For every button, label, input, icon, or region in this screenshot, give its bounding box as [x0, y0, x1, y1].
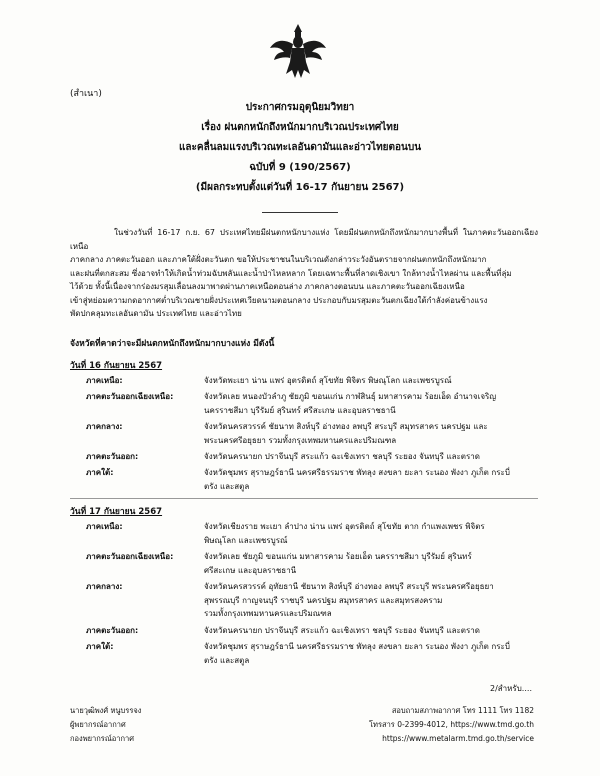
contact-block	[369, 704, 534, 746]
subject-line-1: เรื่อง ฝนตกหนักถึงหนักมากบริเวณประเทศไทย	[201, 122, 399, 133]
province-line: ศรีสะเกษ และอุบลราชธานี	[204, 565, 297, 575]
region-provinces	[204, 390, 544, 417]
intro-line: ไว้ด้วย ทั้งนี้เนื่องจากร่องมรสุมเลื่อนลงมาพาดผ่านภาคเหนือตอนล่าง ภาคกลางตอนบน และภาคตะวันออกเฉียงเหนือ	[70, 282, 465, 291]
title-separator	[262, 212, 338, 213]
province-line: จังหวัดชุมพร สุราษฎร์ธานี นครศรีธรรมราช พัทลุง สงขลา ยะลา ระนอง พังงา ภูเก็ต กระบี่	[204, 468, 510, 477]
signatory-division: กองพยากรณ์อากาศ	[70, 734, 135, 743]
region-label: ภาคเหนือ:	[86, 522, 123, 531]
intro-line: พัดปกคลุมทะเลอันดามัน ประเทศไทย และอ่าวไทย	[70, 309, 242, 318]
region-provinces	[204, 624, 544, 638]
contact-service-url: https://www.metalarm.tmd.go.th/service	[382, 734, 534, 743]
region-label: ภาคใต้:	[86, 642, 114, 651]
provinces-heading: จังหวัดที่คาดว่าจะมีฝนตกหนักถึงหนักมากบางแห่ง มีดังนี้	[70, 339, 275, 349]
intro-line: เข้าสู่หย่อมความกดอากาศต่ำบริเวณชายฝั่งประเทศเวียดนามตอนกลาง ประกอบกับมรสุมตะวันตกเฉียงใต้กำลังค่อนข้างแรง	[70, 295, 488, 305]
intro-line: ในช่วงวันที่ 16-17 ก.ย. 67 ประเทศไทยมีฝนตกหนักบางแห่ง โดยมีฝนตกหนักถึงหนักมากบางพื้นที่ ในภาคตะวันออกเฉียงเหนือ	[70, 228, 538, 251]
province-line: จังหวัดนครนายก ปราจีนบุรี สระแก้ว ฉะเชิงเทรา ชลบุรี ระยอง จันทบุรี และตราด	[204, 452, 480, 461]
region-label: ภาคเหนือ:	[86, 376, 123, 385]
page-continuation: 2/สำหรับ....	[490, 684, 532, 693]
intro-line: ภาคกลาง ภาคตะวันออก และภาคใต้ฝั่งตะวันตก ขอให้ประชาชนในบริเวณดังกล่าวระวังอันตรายจากฝนตกหนักถึงหนักมาก	[70, 255, 487, 264]
region-label: ภาคตะวันออก:	[86, 452, 139, 461]
garuda-emblem-icon	[268, 22, 328, 80]
region-label: ภาคกลาง:	[86, 422, 123, 431]
copy-mark: (สำเนา)	[70, 89, 102, 99]
signatory-name: นายวุฒิพงศ์ หนูบรรจง	[70, 706, 142, 715]
province-line: จังหวัดเลย หนองบัวลำภู ชัยภูมิ ขอนแก่น กาฬสินธุ์ มหาสารคาม ร้อยเอ็ด อำนาจเจริญ	[204, 392, 497, 401]
region-provinces	[204, 450, 544, 464]
region-provinces	[204, 466, 544, 493]
province-line: พระนครศรีอยุธยา รวมทั้งกรุงเทพมหานครและปริมณฑล	[204, 435, 397, 445]
intro-paragraph	[70, 226, 538, 321]
province-line: จังหวัดนครสวรรค์ ชัยนาท สิงห์บุรี อ่างทอง ลพบุรี สระบุรี สมุทรสาคร นครปฐม และ	[204, 422, 488, 431]
region-label: ภาคตะวันออก:	[86, 626, 139, 635]
province-line: ตรัง และสตูล	[204, 481, 250, 491]
province-line: สุพรรณบุรี กาญจนบุรี ราชบุรี นครปฐม สมุทรสาคร และสมุทรสงคราม	[204, 595, 443, 605]
issue-number: ฉบับที่ 9 (190/2567)	[249, 162, 351, 173]
intro-line: และฝนที่ตกสะสม ซึ่งอาจทำให้เกิดน้ำท่วมฉับพลันและน้ำป่าไหลหลาก โดยเฉพาะพื้นที่ลาดเชิงเขา ใกล้ทางน้ำไหลผ่าน และพื้นที่ลุ่ม	[70, 268, 512, 278]
contact-fax-website: โทรสาร 0-2399-4012, https://www.tmd.go.th	[369, 720, 534, 729]
province-line: พิษณุโลก และเพชรบูรณ์	[204, 535, 288, 545]
signatory-position: ผู้พยากรณ์อากาศ	[70, 720, 126, 729]
region-provinces	[204, 520, 544, 547]
province-line: รวมทั้งกรุงเทพมหานครและปริมณฑล	[204, 609, 332, 618]
province-line: นครราชสีมา บุรีรัมย์ สุรินทร์ ศรีสะเกษ และอุบลราชธานี	[204, 405, 396, 415]
province-line: จังหวัดชุมพร สุราษฎร์ธานี นครศรีธรรมราช พัทลุง สงขลา ยะลา ระนอง พังงา ภูเก็ต กระบี่	[204, 642, 510, 651]
province-line: ตรัง และสตูล	[204, 655, 250, 665]
province-line: จังหวัดเชียงราย พะเยา ลำปาง น่าน แพร่ อุตรดิตถ์ สุโขทัย ตาก กำแพงเพชร พิจิตร	[204, 522, 485, 531]
region-label: ภาคกลาง:	[86, 582, 123, 591]
contact-hotline: สอบถามสภาพอากาศ โทร 1111 โทร 1182	[391, 706, 534, 715]
region-provinces	[204, 580, 544, 621]
day-heading: วันที่ 16 กันยายน 2567	[70, 361, 163, 371]
province-line: จังหวัดนครนายก ปราจีนบุรี สระแก้ว ฉะเชิงเทรา ชลบุรี ระยอง จันทบุรี และตราด	[204, 626, 480, 635]
region-label: ภาคตะวันออกเฉียงเหนือ:	[86, 552, 174, 561]
region-label: ภาคตะวันออกเฉียงเหนือ:	[86, 392, 174, 401]
day-divider	[70, 498, 538, 499]
region-label: ภาคใต้:	[86, 468, 114, 477]
province-line: จังหวัดนครสวรรค์ อุทัยธานี ชัยนาท สิงห์บุรี อ่างทอง ลพบุรี สระบุรี พระนครศรีอยุธยา	[204, 582, 494, 591]
province-line: จังหวัดพะเยา น่าน แพร่ อุตรดิตถ์ สุโขทัย พิจิตร พิษณุโลก และเพชรบูรณ์	[204, 376, 452, 385]
announcement-title: ประกาศกรมอุตุนิยมวิทยา	[245, 102, 355, 113]
region-provinces	[204, 374, 544, 388]
signatory-block	[70, 704, 141, 746]
day-heading: วันที่ 17 กันยายน 2567	[70, 507, 163, 517]
effective-dates: (มีผลกระทบตั้งแต่วันที่ 16-17 กันยายน 2567)	[195, 182, 405, 193]
province-line: จังหวัดเลย ชัยภูมิ ขอนแก่น มหาสารคาม ร้อยเอ็ด นครราชสีมา บุรีรัมย์ สุรินทร์	[204, 552, 472, 561]
subject-line-2: และคลื่นลมแรงบริเวณทะเลอันดามันและอ่าวไทยตอนบน	[178, 142, 422, 153]
region-provinces	[204, 640, 544, 667]
region-provinces	[204, 420, 544, 447]
region-provinces	[204, 550, 544, 577]
